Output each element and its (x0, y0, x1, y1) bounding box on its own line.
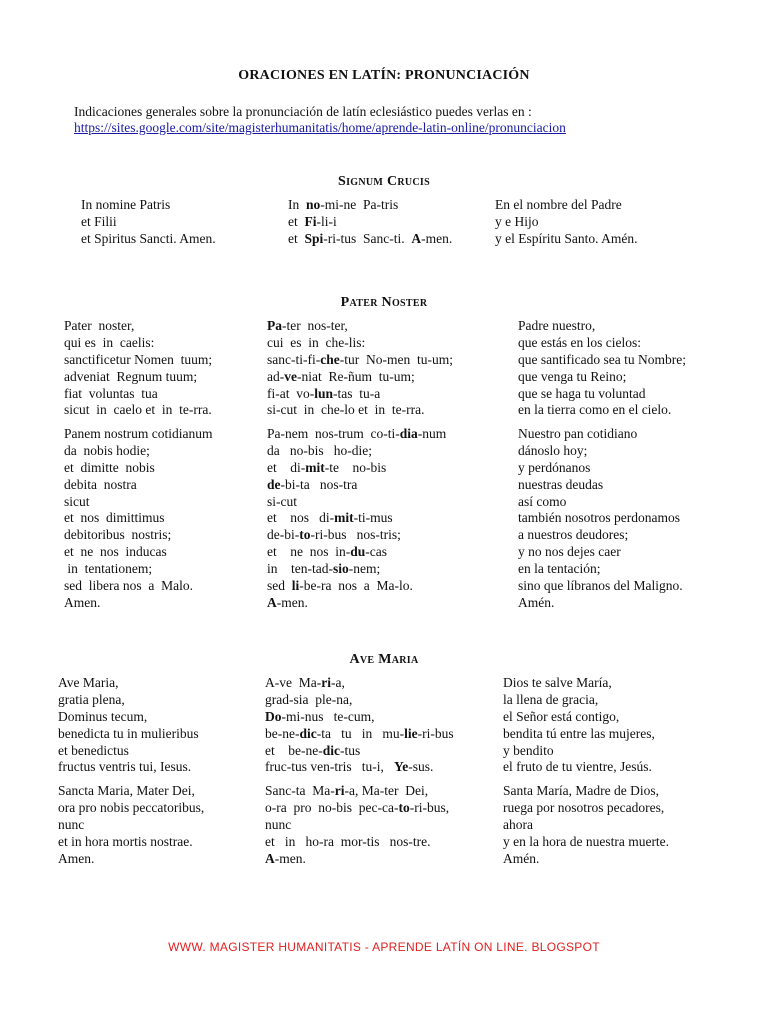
text-line: in ten-tad-sio-nem; (267, 561, 381, 577)
text-line: la llena de gracia, (503, 691, 599, 707)
text-line: Santa María, Madre de Dios, (503, 783, 659, 798)
text-line: el Señor está contigo, (503, 708, 620, 724)
stressed-syllable: de (267, 476, 281, 492)
ave-latin-part1 (58, 675, 199, 776)
stressed-syllable: A (265, 850, 275, 866)
pater-pronunciation-part2 (267, 426, 446, 612)
ave-pronunciation-part1 (265, 675, 454, 776)
text-line: que venga tu Reino; (518, 368, 627, 384)
text-line: ora pro nobis peccatoribus, (58, 799, 205, 815)
text-line: da nobis hodie; (64, 442, 150, 458)
text-line: a nuestros deudores; (518, 527, 629, 543)
text-line: y perdónanos (518, 459, 591, 475)
text-line: et nos dimittimus (64, 510, 165, 526)
text-line: Ave Maria, (58, 675, 119, 690)
ave-latin-part2 (58, 783, 204, 867)
text-line: y bendito (503, 742, 554, 758)
page-title: ORACIONES EN LATÍN: PRONUNCIACIÓN (238, 68, 530, 83)
text-line: et in hora mortis nostrae. (58, 833, 193, 849)
pater-spanish-part2 (518, 426, 683, 612)
text-line: Nuestro pan cotidiano (518, 426, 638, 441)
intro-text: Indicaciones generales sobre la pronunciación de latín eclesiástico puedes verlas en : (74, 104, 532, 119)
stressed-syllable: A (267, 594, 277, 610)
text-line: Sancta Maria, Mater Dei, (58, 783, 195, 798)
text-line: A-men. (267, 594, 308, 610)
ave-spanish-part2 (503, 783, 669, 867)
text-line: bendita tú entre las mujeres, (503, 725, 655, 741)
stressed-syllable: A (411, 230, 422, 246)
stressed-syllable: Spi (304, 230, 324, 246)
text-line: Amén. (518, 594, 555, 610)
intro (74, 104, 566, 136)
stressed-syllable: Fi (304, 213, 317, 229)
text-line: Amen. (58, 850, 95, 866)
text-line: Panem nostrum cotidianum (64, 426, 213, 441)
text-line: A-men. (265, 850, 306, 866)
text-line: Padre nuestro, (518, 318, 596, 333)
text-line: et ne nos in-du-cas (267, 544, 388, 560)
text-line: Dios te salve María, (503, 675, 612, 690)
section-title-ave-maria: Ave Maria (349, 652, 419, 667)
stressed-syllable: mit (334, 510, 354, 526)
pronunciation-link[interactable]: https://sites.google.com/site/magisterhumanitatis/home/aprende-latin-online/pronunciacion (74, 120, 566, 135)
text-line: et Filii (81, 213, 117, 229)
stressed-syllable: to (299, 527, 311, 543)
stressed-syllable: dic (299, 725, 317, 741)
ave-pronunciation-part2 (265, 783, 449, 867)
text-line: que se haga tu voluntad (518, 385, 646, 401)
section-title-signum-crucis: Signum Crucis (338, 174, 430, 189)
signum-pronunciation (288, 197, 452, 248)
text-line: sed li-be-ra nos a Ma-lo. (267, 578, 413, 594)
stressed-syllable: Do (265, 708, 282, 724)
ave-spanish-part1 (503, 675, 655, 776)
text-line: sanc-ti-fi-che-tur No-men tu-um; (267, 351, 453, 367)
text-line: in tentationem; (64, 561, 153, 577)
text-line: benedicta tu in mulieribus (58, 725, 199, 741)
stressed-syllable: lun (314, 385, 334, 401)
stressed-syllable: dia (399, 426, 418, 441)
text-line: si-cut in che-lo et in te-rra. (267, 402, 425, 418)
text-line: et di-mit-te no-bis (267, 459, 387, 475)
stressed-syllable: no (306, 197, 321, 212)
text-line: sicut in caelo et in te-rra. (64, 402, 212, 418)
text-line: adveniat Regnum tuum; (64, 368, 198, 384)
signum-spanish (495, 197, 638, 248)
text-line: sed libera nos a Malo. (64, 578, 193, 594)
stressed-syllable: ri (334, 783, 345, 798)
text-line: que estás en los cielos: (518, 334, 641, 350)
text-line: así como (518, 493, 567, 509)
text-line: et be-ne-dic-tus (265, 742, 361, 758)
text-line: y no nos dejes caer (518, 544, 621, 560)
text-line: et benedictus (58, 742, 129, 758)
text-line: fructus ventris tui, Iesus. (58, 759, 192, 775)
text-line: Do-mi-nus te-cum, (265, 708, 375, 724)
text-line: de-bi-ta nos-tra (267, 476, 358, 492)
text-line: et nos di-mit-ti-mus (267, 510, 393, 526)
text-line: ad-ve-niat Re-ñum tu-um; (267, 368, 415, 384)
text-line: y en la hora de nuestra muerte. (503, 833, 670, 849)
text-line: et dimitte nobis (64, 459, 155, 475)
stressed-syllable: du (350, 544, 366, 560)
stressed-syllable: dic (322, 742, 340, 758)
pater-latin-part2 (64, 426, 212, 612)
text-line: et Spiritus Sancti. Amen. (81, 230, 216, 246)
signum-latin (81, 197, 216, 248)
text-line: o-ra pro no-bis pec-ca-to-ri-bus, (265, 799, 450, 815)
stressed-syllable: lie (404, 725, 418, 741)
text-line: sicut (64, 493, 90, 509)
text-line: Dominus tecum, (58, 708, 148, 724)
text-line: dánoslo hoy; (518, 442, 588, 458)
text-line: et Fi-li-i (288, 213, 337, 229)
text-line: Pa-nem nos-trum co-ti-dia-num (267, 426, 447, 441)
text-line: nunc (58, 816, 85, 832)
text-line: fiat voluntas tua (64, 385, 158, 401)
text-line: et Spi-ri-tus Sanc-ti. A-men. (288, 230, 453, 246)
text-line: fruc-tus ven-tris tu-i, Ye-sus. (265, 759, 434, 775)
stressed-syllable: ri (321, 675, 331, 690)
text-line: In nomine Patris (81, 197, 171, 212)
text-line: ahora (503, 816, 533, 832)
text-line: et in ho-ra mor-tis nos-tre. (265, 833, 431, 849)
text-line: sino que líbranos del Maligno. (518, 578, 683, 594)
text-line: debita nostra (64, 476, 137, 492)
footer-blog-url: WWW. MAGISTER HUMANITATIS - APRENDE LATÍN ON LINE. BLOGSPOT (168, 940, 600, 954)
text-line: ruega por nosotros pecadores, (503, 799, 665, 815)
text-line: también nosotros perdonamos (518, 510, 680, 526)
stressed-syllable: li (291, 578, 300, 594)
text-line: be-ne-dic-ta tu in mu-lie-ri-bus (265, 725, 454, 741)
text-line: In no-mi-ne Pa-tris (288, 197, 399, 212)
text-line: nuestras deudas (518, 476, 604, 492)
text-line: y e Hijo (495, 213, 539, 229)
text-line: A-ve Ma-ri-a, (265, 675, 345, 690)
text-line: debitoribus nostris; (64, 527, 172, 543)
pater-latin-part1 (64, 318, 212, 419)
stressed-syllable: Pa (267, 318, 282, 333)
text-line: si-cut (267, 493, 297, 509)
text-line: y el Espíritu Santo. Amén. (495, 230, 638, 246)
stressed-syllable: to (398, 799, 410, 815)
text-line: En el nombre del Padre (495, 197, 622, 212)
text-line: gratia plena, (58, 691, 125, 707)
text-line: en la tierra como en el cielo. (518, 402, 672, 418)
stressed-syllable: che (320, 351, 340, 367)
stressed-syllable: ve (284, 368, 297, 384)
stressed-syllable: mit (305, 459, 325, 475)
text-line: nunc (265, 816, 292, 832)
text-line: et ne nos inducas (64, 544, 167, 560)
stressed-syllable: sio (332, 561, 349, 577)
text-line: sanctificetur Nomen tuum; (64, 351, 213, 367)
text-line: Amén. (503, 850, 540, 866)
text-line: de-bi-to-ri-bus nos-tris; (267, 527, 401, 543)
text-line: en la tentación; (518, 561, 601, 577)
pater-spanish-part1 (518, 318, 686, 419)
section-title-pater-noster: Pater Noster (340, 295, 428, 310)
pater-pronunciation-part1 (267, 318, 453, 419)
text-line: el fruto de tu vientre, Jesús. (503, 759, 652, 775)
text-line: Pater noster, (64, 318, 135, 333)
text-line: da no-bis ho-die; (267, 442, 372, 458)
text-line: Amen. (64, 594, 101, 610)
text-line: fi-at vo-lun-tas tu-a (267, 385, 381, 401)
stressed-syllable: Ye (393, 759, 409, 775)
text-line: que santificado sea tu Nombre; (518, 351, 686, 367)
text-line: grad-sia ple-na, (265, 691, 353, 707)
text-line: cui es in che-lis: (267, 334, 366, 350)
text-line: qui es in caelis: (64, 334, 155, 350)
text-line: Pa-ter nos-ter, (267, 318, 348, 333)
text-line: Sanc-ta Ma-ri-a, Ma-ter Dei, (265, 783, 429, 798)
